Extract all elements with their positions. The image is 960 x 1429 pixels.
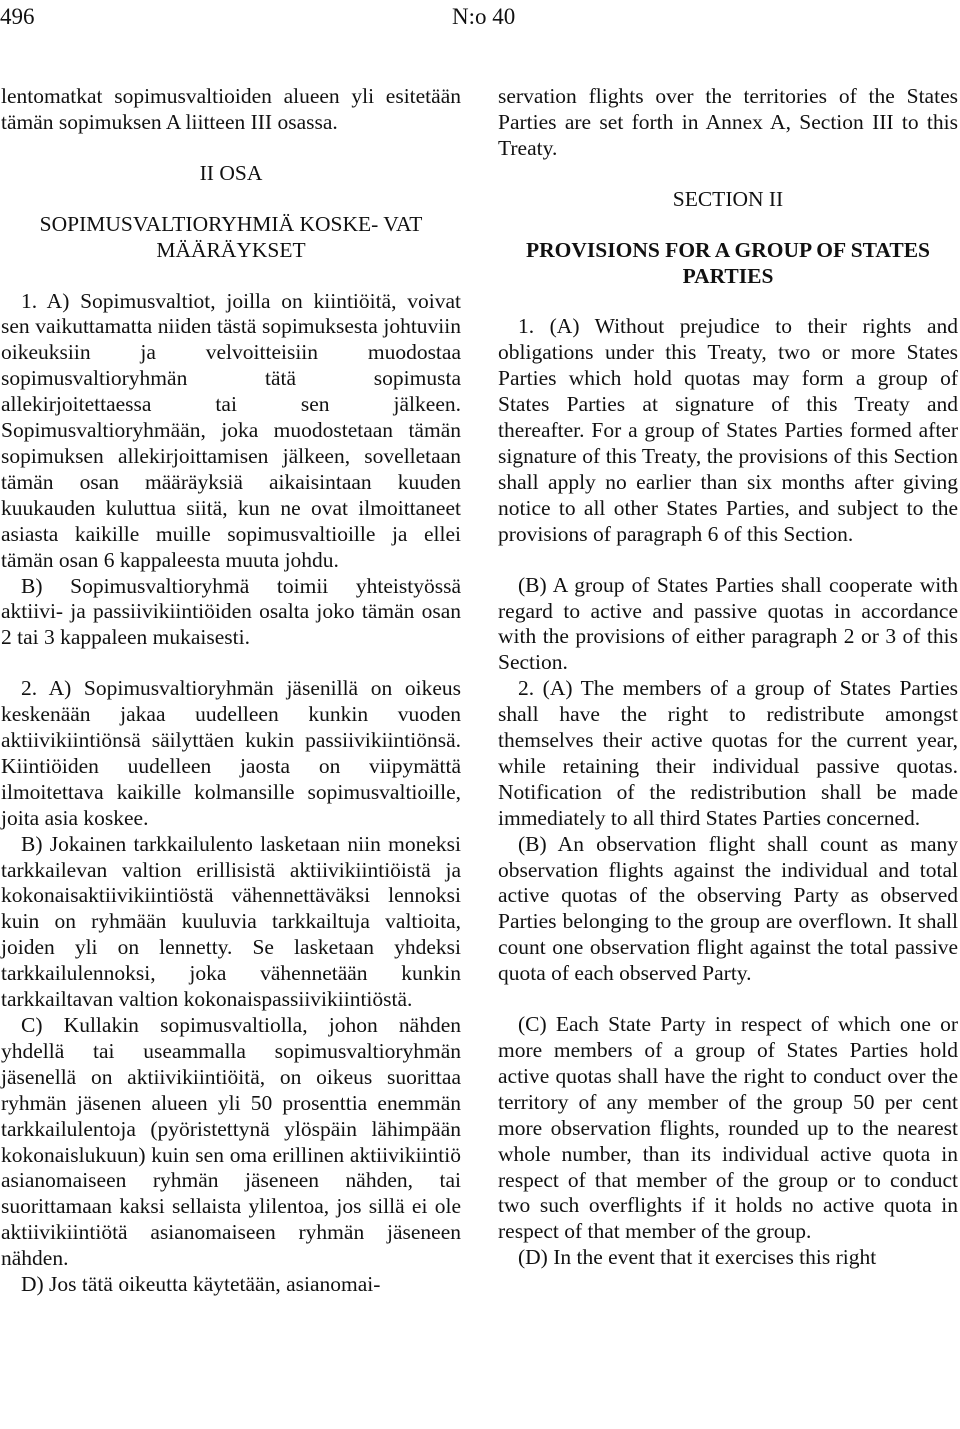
english-part-heading: SECTION II [672, 186, 784, 211]
english-paragraph-2d: (D) In the event that it exercises this right [518, 1245, 877, 1270]
english-paragraph-2b: (B) An observation flight shall count as many observation flights against the individual and total active quotas of the observing Party as observed Parties belonging to the group are overflown. It shall count one observation flight against the total passive quota of each observed Party. [498, 831, 958, 986]
finnish-paragraph-2a: 2. A) Sopimusvaltioryhmän jäsenillä on oikeus keskenään jakaa uudelleen kunkin vuoden aktiivikiintiönsä säilyttäen kukin passiivikiintiönsä. Kiintiöiden uudelleen jaosta on viipymättä ilmoitettava kaikille kolmansille sopimusvaltioille, joita asia koskee. [1, 676, 461, 830]
finnish-section-title: SOPIMUSVALTIORYHMIÄ KOSKE- VAT MÄÄRÄYKSET [39, 211, 423, 262]
english-paragraph-2a: 2. (A) The members of a group of States Parties shall have the right to redistribute amongst themselves their active quotas for the current year, while retaining their individual passive quotas. Notification of the redistribution shall be made immediately to all third States Parties concerned. [498, 676, 958, 830]
series-number: N:o 40 [452, 4, 516, 29]
english-intro: servation flights over the territories of the States Parties are set forth in Annex A, Section III to this Treaty. [498, 84, 958, 160]
finnish-paragraph-2c: C) Kullakin sopimusvaltiolla, johon nähden yhdellä tai useammalla sopimusvaltioryhmän jäsenellä on aktiivikiintiöitä, on oikeus suorittaa ryhmän jäsenen alueen yli 50 prosenttia enemmän tarkkailulentoja (pyöristettynä ylöspäin lähimpään kokonaislukuun) kuin sen oma erillinen aktiivikiintiö asianomaiseen ryhmän jäseneen nähden, tai suorittamaan kaksi sellaista ylilentoa, jos sillä ei ole aktiivikiintiötä asianomaiseen ryhmän jäseneen nähden. [1, 1013, 461, 1271]
finnish-part-heading: II OSA [199, 160, 263, 185]
page-number: 496 [0, 4, 35, 29]
english-paragraph-2c: (C) Each State Party in respect of which one or more members of a group of States Parties hold active quotas shall have the right to conduct over the territory of any member of the group 50 per cent more observation flights, rounded up to the nearest whole number, than its individual active quota in respect of that member of the group or to conduct two such overflights if it holds no active quota in respect of that member of the group. [498, 1012, 958, 1244]
english-section-title: PROVISIONS FOR A GROUP OF STATES PARTIES [526, 237, 930, 288]
english-paragraph-1b: (B) A group of States Parties shall cooperate with regard to active and passive quotas in accordance with the provisions of either paragraph 2 or 3 of this Section. [498, 572, 958, 675]
finnish-paragraph-1a: 1. A) Sopimusvaltiot, joilla on kiintiöitä, voivat sen vaikuttamatta niiden tästä sopimuksesta johtuviin oikeuksiin ja velvoitteisiin muodostaa sopimusvaltioryhmän tätä sopimusta allekirjoitettaessa tai sen jälkeen. Sopimusvaltioryhmään, joka muodostetaan tämän sopimuksen allekirjoittamisen jälkeen, sovelletaan tämän osan määräyksiä aikaisintaan kuuden kuukauden kuluttua siitä, kun ne ovat ilmoittaneet asiasta kaikille muille sopimusvaltioille ja ellei tämän osan 6 kappaleesta muuta johdu. [1, 288, 461, 572]
finnish-paragraph-1b: B) Sopimusvaltioryhmä toimii yhteistyössä aktiivi- ja passiivikiintiöiden osalta joko tämän osan 2 tai 3 kappaleen mukaisesti. [1, 573, 461, 650]
finnish-paragraph-2b: B) Jokainen tarkkailulento lasketaan niin moneksi tarkkailevan valtion erillisistä aktiivikiintiöistä ja kokonaisaktiivikiintiöstä vähennettäväksi lennoksi kuin on ryhmään kuuluvia tarkkailtuja valtioita, joiden yli on lennetty. Se lasketaan yhdeksi tarkkailulennoksi, joka vähennetään kunkin tarkkailtavan valtion kokonaispassiivikiintiöstä. [1, 831, 461, 1012]
english-paragraph-1a: 1. (A) Without prejudice to their rights and obligations under this Treaty, two or more States Parties which hold quotas may form a group of States Parties at signature of this Treaty and thereafter. For a group of States Parties formed after signature of this Treaty, the provisions of this Section shall apply no earlier than six months after giving notice to all other States Parties, and subject to the provisions of paragraph 6 of this Section. [498, 314, 958, 546]
english-column [498, 84, 958, 1271]
finnish-intro: lentomatkat sopimusvaltioiden alueen yli esitetään tämän sopimuksen A liitteen III osassa. [1, 84, 461, 134]
finnish-column [1, 84, 461, 1298]
finnish-paragraph-2d: D) Jos tätä oikeutta käytetään, asianomai- [21, 1272, 381, 1297]
